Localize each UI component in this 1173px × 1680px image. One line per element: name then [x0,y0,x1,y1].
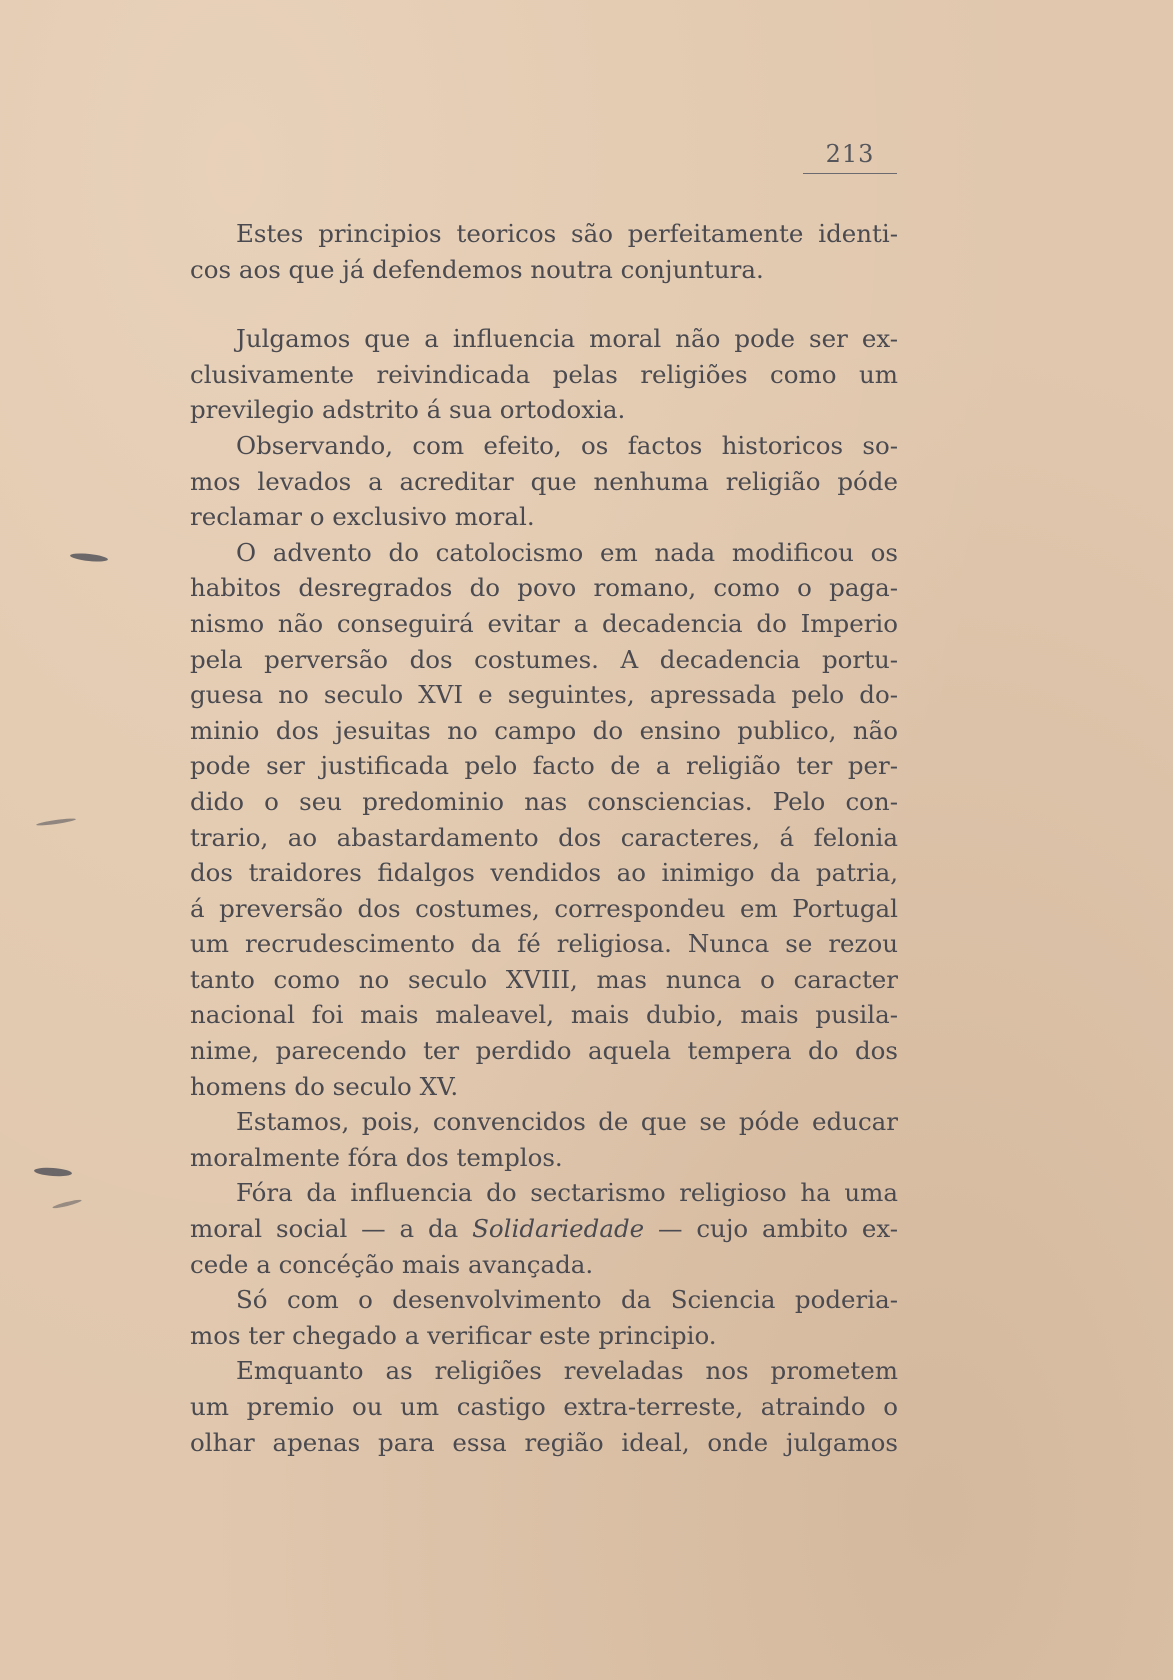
text-line: mos levados a acreditar que nenhuma religião póde [190,466,898,496]
text-line: minio dos jesuitas no campo do ensino publico, não [190,715,898,745]
text-line: moralmente fóra dos templos. [190,1142,563,1172]
text-line: cede a concéção mais avançada. [190,1249,594,1279]
text-line: Só com o desenvolvimento da Sciencia poderia- [236,1285,898,1315]
paragraph [190,1104,898,1175]
text-line: um recrudescimento da fé religiosa. Nunca se rezou [190,929,898,959]
text-line: Estamos, pois, convencidos de que se póde educar [236,1107,898,1137]
text-line: pode ser justificada pelo facto de a religião ter per- [190,751,898,781]
text-line: habitos desregrados do povo romano, como o paga- [190,573,898,603]
text-line: olhar apenas para essa região ideal, onde julgamos [190,1427,898,1457]
text-line: clusivamente reivindicada pelas religiões como um [190,359,898,389]
text-line: Fóra da influencia do sectarismo religioso ha uma [236,1178,898,1208]
text-line: mos ter chegado a verificar este principio. [190,1320,717,1350]
text-line: moral social — a da Solidariedade — cujo ambito ex- [190,1214,898,1244]
text-line: á preversão dos costumes, correspondeu em Portugal [190,893,898,923]
text-line: previlegio adstrito á sua ortodoxia. [190,395,626,425]
text-line: nismo não conseguirá evitar a decadencia do Imperio [190,608,898,638]
text-line: dido o seu predominio nas consciencias. Pelo con- [190,786,898,816]
ink-blot-mark [70,552,109,563]
ink-blot-mark [34,1167,72,1178]
body-text [190,216,898,1460]
ink-blot-mark [52,1198,82,1209]
text-line: cos aos que já defendemos noutra conjuntura. [190,254,764,284]
text-line: nacional foi mais maleavel, mais dubio, mais pusila- [190,1000,898,1030]
paragraph [190,1175,898,1282]
text-line: Julgamos que a influencia moral não pode ser ex- [236,324,898,354]
text-line: trario, ao abastardamento dos caracteres, á felonia [190,822,898,852]
text-line: guesa no seculo XVI e seguintes, apressada pelo do- [190,680,898,710]
italic-term: Solidariedade [472,1214,645,1244]
page-number: 213 [825,140,875,168]
text-line: Observando, com efeito, os factos historicos so- [236,430,898,460]
paragraph [190,1353,898,1460]
paragraph [190,216,898,287]
text-line: homens do seculo XV. [190,1071,459,1101]
text-line: O advento do catolocismo em nada modificou os [236,537,898,567]
text-line: um premio ou um castigo extra-terreste, atraindo o [190,1392,898,1421]
text-line: Estes principios teoricos são perfeitamente identi- [236,219,898,248]
text-line: dos traidores fidalgos vendidos ao inimigo da patria, [190,858,898,888]
text-line: pela perversão dos costumes. A decadencia portu- [190,644,898,674]
page-number-rule [803,173,897,174]
paragraph-gap [190,287,898,321]
paragraph [190,321,898,428]
paragraph [190,428,898,535]
text-line: reclamar o exclusivo moral. [190,502,535,532]
ink-blot-mark [36,817,76,827]
text-line: tanto como no seculo XVIII, mas nunca o caracter [190,964,898,994]
text-line: Emquanto as religiões reveladas nos prometem [236,1356,898,1386]
paragraph [190,535,898,1105]
text-line: nime, parecendo ter perdido aquela tempera do dos [190,1036,898,1066]
paragraph [190,1282,898,1353]
